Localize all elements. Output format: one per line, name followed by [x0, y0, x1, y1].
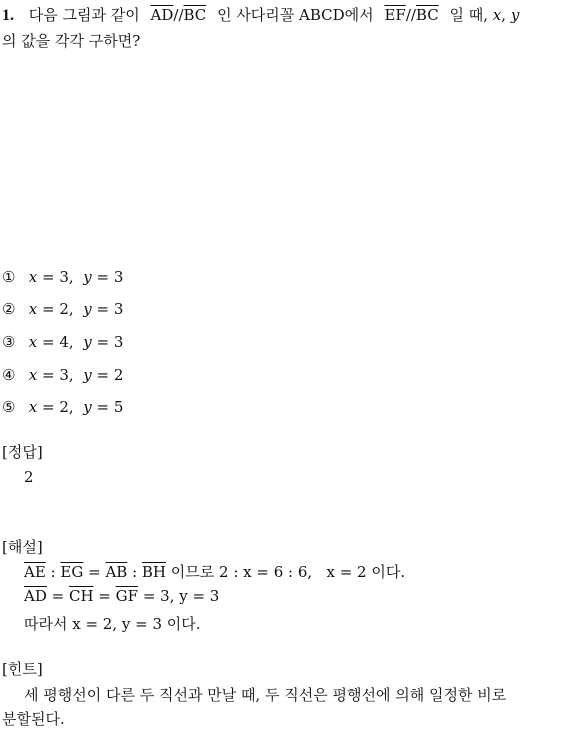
explanation-line-3: 따라서 x = 2, y = 3 이다.	[24, 615, 201, 633]
option-mark: ④	[2, 366, 16, 384]
segment-ad-2: $\overline{AD}$	[24, 587, 47, 605]
option-mark: ③	[2, 333, 16, 351]
option-mark: ①	[2, 268, 16, 286]
figure-area	[0, 62, 573, 262]
option-3[interactable]: ③ x = 4, y = 3	[2, 333, 124, 351]
question-text-c: 일 때,	[449, 6, 489, 24]
parallel-symbol: //	[173, 6, 184, 24]
var-x: x	[492, 6, 502, 24]
answer-heading: [정답]	[2, 443, 43, 461]
explanation-line2-tail: = 3, y = 3	[142, 587, 220, 605]
option-4[interactable]: ④ x = 3, y = 2	[2, 366, 124, 384]
question-line-1: 1. 다음 그림과 같이 $\overline{AD}//\overline{BC}$ 인 사다리꼴 ABCD에서 $\overline{EF}//\overline{BC}$ 일 때, x, y	[2, 6, 520, 24]
hint-line-2: 분할된다.	[2, 710, 65, 728]
explanation-ratio-text: 이므로 2 : x = 6 : 6,	[170, 563, 313, 581]
question-text-line2: 의 값을 각각 구하면?	[2, 32, 141, 50]
segment-ef: $\overline{EF}$	[384, 6, 406, 24]
option-2[interactable]: ② x = 2, y = 3	[2, 300, 124, 318]
option-x-value: 2	[59, 398, 69, 416]
question-line-2	[2, 30, 140, 51]
segment-ab: $\overline{AB}$	[105, 563, 128, 581]
option-y-value: 2	[113, 366, 124, 384]
segment-gf: $\overline{GF}$	[115, 587, 139, 605]
segment-eg: $\overline{EG}$	[60, 563, 84, 581]
segment-bh: $\overline{BH}$	[141, 563, 166, 581]
option-y-value: 5	[113, 398, 124, 416]
answer-value: 2	[24, 468, 34, 486]
option-1[interactable]: ① x = 3, y = 3	[2, 268, 124, 286]
explanation-line-1: $\overline{AE}$ : $\overline{EG} = \overline{AB}$ : $\overline{BH}$ 이므로 2 : x = 6 : 6, x = 2 이다.	[24, 563, 406, 581]
option-y-value: 3	[113, 333, 124, 351]
segment-ad: $\overline{AD}$	[150, 6, 174, 24]
hint-line-1: 세 평행선이 다른 두 직선과 만날 때, 두 직선은 평행선에 의해 일정한 비로	[24, 686, 507, 704]
segment-ae: $\overline{AE}$	[24, 563, 46, 581]
option-y-value: 3	[113, 268, 124, 286]
segment-bc: $\overline{BC}$	[183, 6, 207, 24]
hint-heading: [힌트]	[2, 660, 43, 678]
segment-bc-2: $\overline{BC}$	[415, 6, 439, 24]
question-text-a: 다음 그림과 같이	[28, 6, 140, 24]
explanation-result-text: x = 2 이다.	[326, 563, 406, 581]
explanation-line-2: $\overline{AD} = \overline{CH} = \overline{GF} = 3$, y = 3	[24, 587, 220, 605]
var-y: y	[510, 6, 520, 24]
parallel-symbol-2: //	[405, 6, 416, 24]
option-x-value: 2	[59, 300, 69, 318]
explanation-heading: [해설]	[2, 538, 43, 556]
option-y-value: 3	[113, 300, 124, 318]
question-text-b: 인 사다리꼴 ABCD에서	[217, 6, 374, 24]
option-x-value: 4	[59, 333, 69, 351]
option-mark: ②	[2, 300, 16, 318]
question-number: 1.	[2, 7, 14, 24]
option-mark: ⑤	[2, 398, 16, 416]
option-x-value: 3	[59, 268, 69, 286]
option-x-value: 3	[59, 366, 69, 384]
segment-ch: $\overline{CH}$	[68, 587, 94, 605]
option-5[interactable]: ⑤ x = 2, y = 5	[2, 398, 124, 416]
